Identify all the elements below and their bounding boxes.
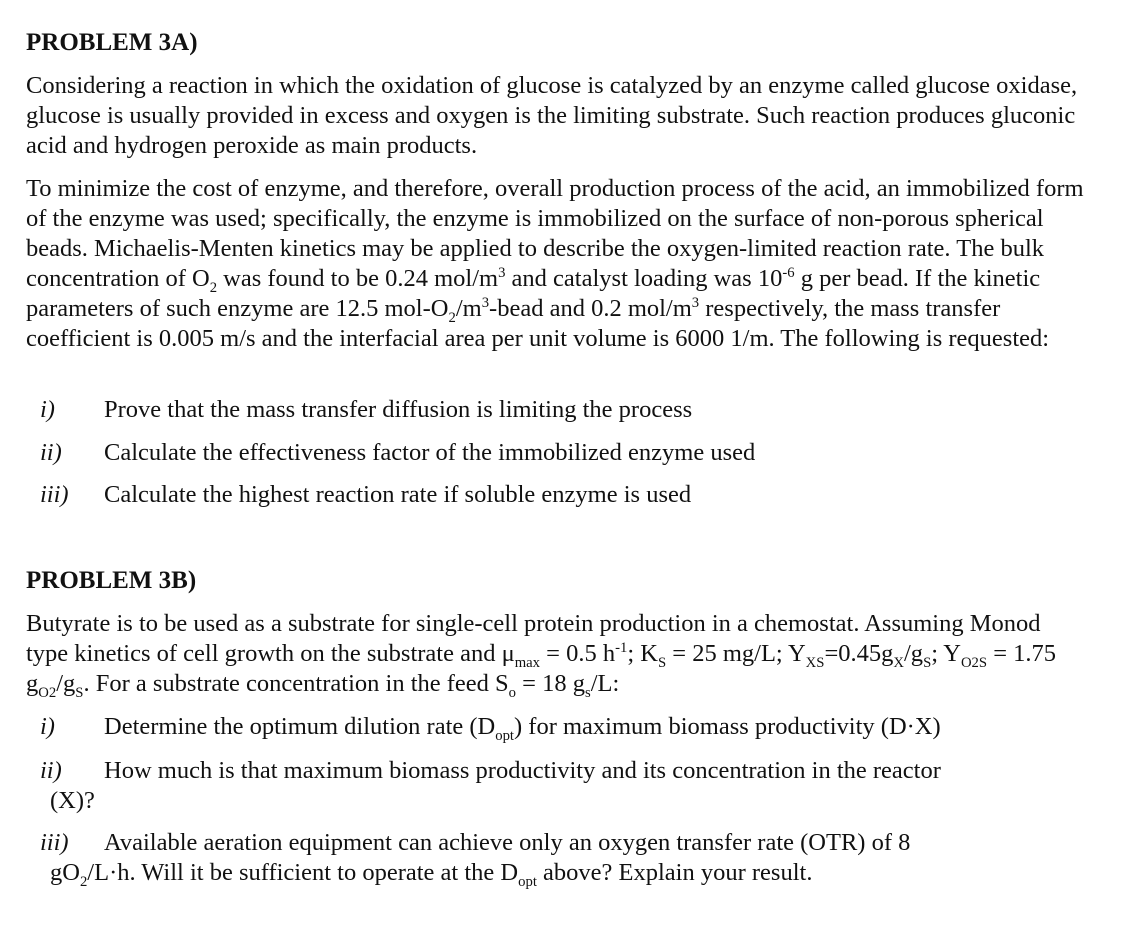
problem-3a-item-1: i) Prove that the mass transfer diffusion is limiting the process	[40, 396, 693, 423]
problem-3a-heading: PROBLEM 3A)	[26, 29, 198, 56]
problem-3a-intro: Considering a reaction in which the oxidation of glucose is catalyzed by an enzyme called glucose oxidase, glucose is usually provided in excess and oxygen is the limiting substrate. Such reaction produces gluconic acid and hydrogen peroxide as main products.	[26, 72, 1078, 159]
problem-3a-setup: To minimize the cost of enzyme, and therefore, overall production process of the acid, an immobilized form of the enzyme was used; specifically, the enzyme is immobilized on the surface of non-porous spherical beads. Michaelis-Menten kinetics may be applied to describe the oxygen-limited reaction rate. The bulk concentration of $O_2$ was found to be 0.24 mol/$m^3$ and catalyst loading was $10^{-6}$ g per bead. If the kinetic parameters of such enzyme are 12.5 mol-$O_2/m^3$-bead and 0.2 mol/$m^3$ respectively, the mass transfer coefficient is 0.005 m/s and the interfacial area per unit volume is 6000 1/m. The following is requested:	[26, 175, 1084, 352]
problem-3b-heading: PROBLEM 3B)	[26, 567, 197, 594]
problem-3b-item-2: ii) How much is that maximum biomass productivity and its concentration in the reactor (X)?	[40, 757, 941, 814]
problem-3b-setup: Butyrate is to be used as a substrate for single-cell protein production in a chemostat. Assuming Monod type kinetics of cell growth on the substrate and $\mu_{max} = 0.5$ $h^{-1}$; $K_S = 25$ mg/L; $Y_{XS}=0.45g_X/g_S$; $Y_{O2S} = 1.75$ $g_{O2}/g_S$. For a substrate concentration in the feed $S_o = 18$ $g_s/L$:	[26, 610, 1057, 701]
problem-3b-item-1: i) Determine the optimum dilution rate $(D_{opt})$ for maximum biomass productivity (D·X)	[40, 713, 941, 744]
problem-3a-item-2: ii) Calculate the effectiveness factor of the immobilized enzyme used	[40, 439, 756, 466]
problem-3a-item-3: iii) Calculate the highest reaction rate if soluble enzyme is used	[40, 481, 692, 508]
problem-3b-item-3: iii) Available aeration equipment can achieve only an oxygen transfer rate (OTR) of 8 $gO_2/L\cdot h$. Will it be sufficient to operate at the $D_{opt}$ above? Explain your result.	[40, 829, 911, 890]
